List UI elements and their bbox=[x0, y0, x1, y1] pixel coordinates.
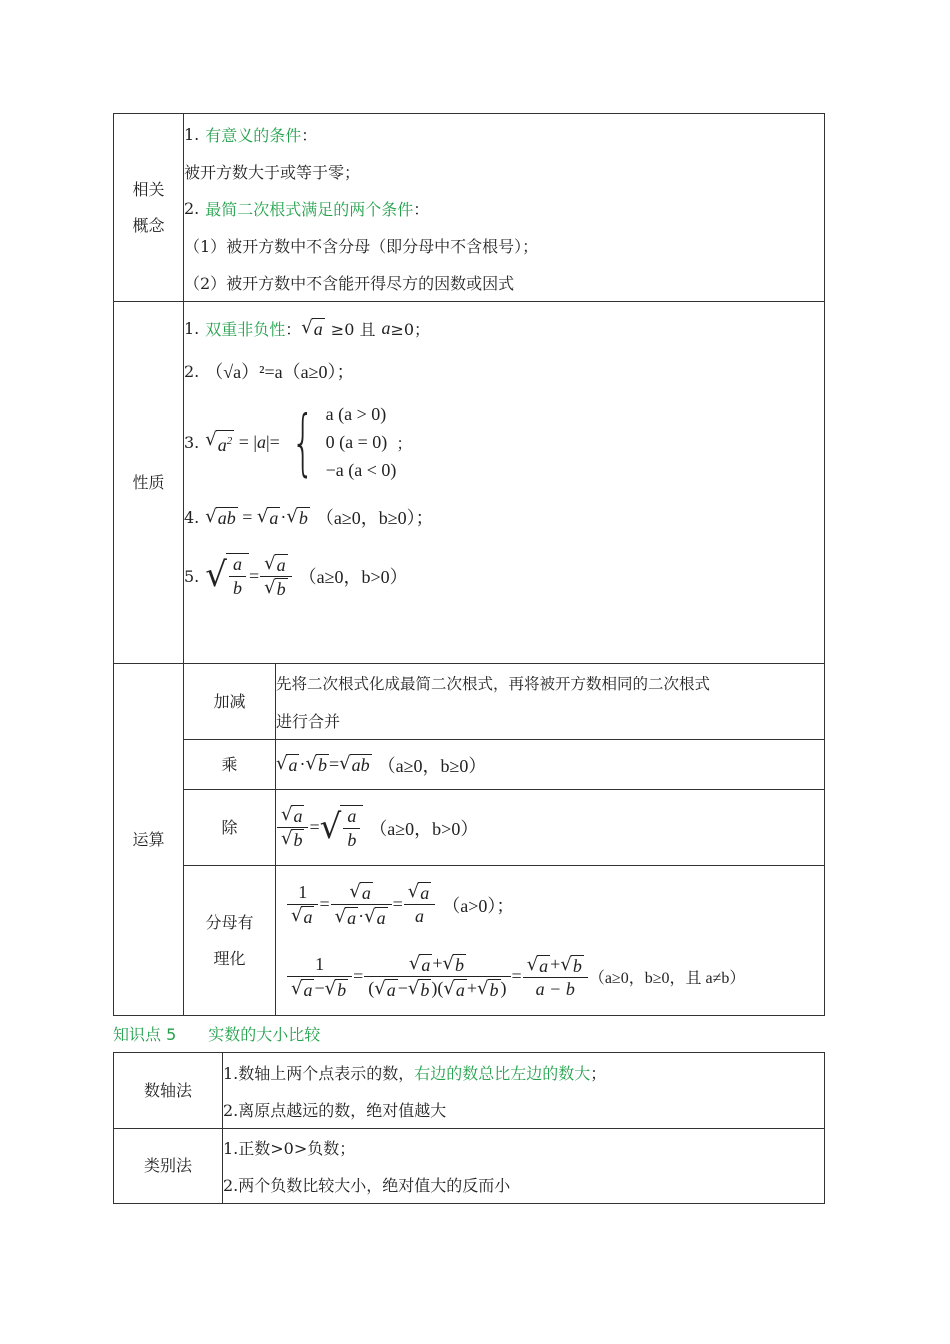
property-2-formula: （√a）²=a（a≥0）； bbox=[205, 362, 355, 382]
simplest-condition-2: （2）被开方数中不含能开得尽方的因数或因式 bbox=[184, 274, 515, 293]
add-sub-label: 加减 bbox=[184, 664, 276, 740]
divide-cond: （a≥0，b>0） bbox=[369, 818, 479, 839]
simplest-condition-1: （1）被开方数中不含分母（即分母中不含根号）； bbox=[184, 237, 539, 256]
divide-label: 除 bbox=[184, 790, 276, 866]
add-sub-content: 先将二次根式化成最简二次根式，再将被开方数相同的二次根式 进行合并 bbox=[276, 664, 825, 740]
right-greater-highlight: 右边的数总比左边的数大 bbox=[414, 1063, 591, 1083]
divide-content: √ a √ b = √ $\frac{a}{b}$ （a≥0，b>0） bbox=[276, 790, 825, 866]
radicals-table bbox=[113, 113, 825, 1016]
multiply-cond: （a≥0，b≥0） bbox=[377, 755, 487, 776]
property-label: 性质 bbox=[114, 302, 184, 664]
cases-brace: { a (a > 0) 0 (a = 0) −a (a < 0) bbox=[291, 400, 397, 484]
rationalize-label: 分母有 理化 bbox=[184, 866, 276, 1016]
abs-cases: a (a > 0) 0 (a = 0) −a (a < 0) bbox=[325, 404, 397, 480]
section-heading bbox=[113, 1022, 320, 1045]
sqrt-a-over-b: √ $\frac{a}{b}$ bbox=[205, 553, 249, 599]
category-method-content: 1.正数>0>负数； 2.两个负数比较大小，绝对值大的反而小 bbox=[223, 1129, 825, 1204]
rationalize-2-cond: （a≥0，b≥0，且 a≠b） bbox=[588, 970, 746, 987]
property-4-cond: （a≥0，b≥0）； bbox=[315, 508, 434, 528]
number-line-method-label: 数轴法 bbox=[114, 1053, 223, 1129]
sqrt-a: √ a bbox=[301, 316, 323, 339]
sqrt-ab: √ ab bbox=[205, 505, 236, 528]
double-nonneg-title: 双重非负性 bbox=[205, 319, 286, 339]
operations-label: 运算 bbox=[114, 664, 184, 1016]
multiply-content: √ a · √ b = √ ab （a≥0，b≥0） bbox=[276, 740, 825, 790]
number-line-method-content: 1.数轴上两个点表示的数， 右边的数总比左边的数大 ； 2.离原点越远的数，绝对值越大 bbox=[223, 1053, 825, 1129]
property-content: 1. 双重非负性 ： √ a ≥0 且 a ≥0； 2. （√a）²=a（a≥0）； 3. √ $a^2$ = |a|= { a (a > 0) 0 (a = 0) −a (a < 0) ； 4. √ ab = √ a · √ b （a≥0，b≥0）； 5. √ $\frac{a}{b}$ = √ a √ b （a≥0，b>0） bbox=[184, 302, 825, 664]
rationalize-1-cond: （a>0）； bbox=[442, 895, 515, 916]
concept-label: 相关 概念 bbox=[114, 114, 184, 302]
simplest-radical-title: 最简二次根式满足的两个条件 bbox=[205, 200, 414, 219]
knowledge-point-title: 实数的大小比较 bbox=[208, 1025, 321, 1044]
sqrt-a-squared: √ $a^2$ bbox=[205, 428, 233, 455]
knowledge-point-number: 知识点 5 bbox=[113, 1025, 177, 1044]
meaningful-condition-title: 有意义的条件 bbox=[205, 126, 302, 145]
rationalize-content: 1 √ a = √ a √ a · √ a = √ a a （a>0）； 1 √ a − √ b = √ a + √ b ( √ a − √ b )( √ a + √ b ) = √ a + √ b a − b （a≥0，b≥0，且 a≠b） bbox=[276, 866, 825, 1016]
category-method-label: 类别法 bbox=[114, 1129, 223, 1204]
meaningful-condition-text: 被开方数大于或等于零； bbox=[184, 163, 361, 182]
multiply-label: 乘 bbox=[184, 740, 276, 790]
property-5-cond: （a≥0，b>0） bbox=[298, 567, 408, 587]
concept-content: 1. 有意义的条件 ： 被开方数大于或等于零； 2. 最简二次根式满足的两个条件 ： （1）被开方数中不含分母（即分母中不含根号）； （2）被开方数中不含能开得尽方的因数或因式 bbox=[184, 114, 825, 302]
comparison-table bbox=[113, 1052, 825, 1204]
